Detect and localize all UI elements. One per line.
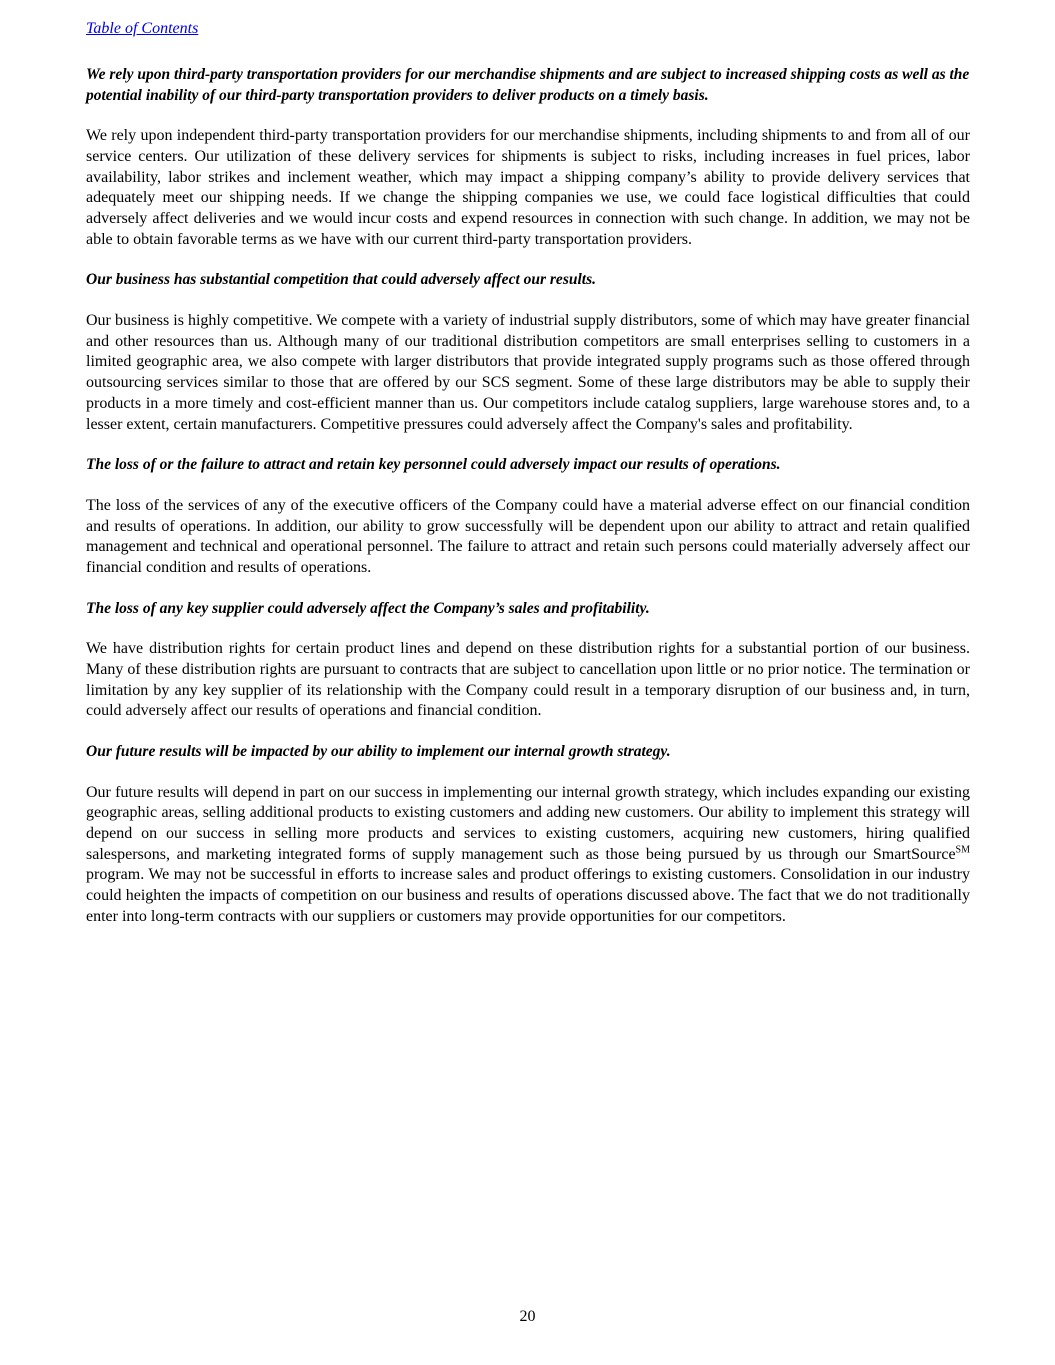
growth-body-part1: Our future results will depend in part on our success in implementing our internal growth strategy, which includes expanding our existing geographic areas, selling additional products to existing customers and adding new customers. Our ability to implement this strategy will depend on our success in selling more products and services to existing customers, acquiring new customers, hiring qualified salespersons, and marketing integrated forms of supply management such as those being pursued by us through our SmartSource (86, 783, 970, 863)
table-of-contents-link[interactable]: Table of Contents (86, 20, 199, 37)
growth-body-part2: program. We may not be successful in efforts to increase sales and product offerings to existing customers. Consolidation in our industry could heighten the impacts of competition on our business and results of operations discussed above. The fact that we do not traditionally enter into long-term contracts with our suppliers or customers may provide opportunities for our competitors. (86, 866, 970, 925)
document-page (86, 19, 970, 928)
section-heading-key-supplier: The loss of any key supplier could adversely affect the Company’s sales and profitability. (86, 599, 650, 617)
section-heading-transportation: We rely upon third-party transportation providers for our merchandise shipments and are subject to increased shipping costs as well as the potential inability of our third-party transportation providers to deliver products on a timely basis. (86, 66, 970, 104)
section-body-transportation: We rely upon independent third-party transportation providers for our merchandise shipments, including shipments to and from all of our service centers. Our utilization of these delivery services for shipments is subject to risks, including increases in fuel prices, labor availability, labor strikes and inclement weather, which may impact a shipping company’s ability to provide delivery services that adequately meet our shipping needs. If we change the shipping companies we use, we could face logistical difficulties that could adversely affect deliveries and we would incur costs and expend resources in connection with such change. In addition, we may not be able to obtain favorable terms as we have with our current third-party transportation providers. (86, 127, 970, 248)
section-body-key-supplier: We have distribution rights for certain product lines and depend on these distribution rights for a substantial portion of our business. Many of these distribution rights are pursuant to contracts that are subject to cancellation upon little or no prior notice. The termination or limitation by any key supplier of its relationship with the Company could result in a temporary disruption of our business and, in turn, could adversely affect our results of operations and financial condition. (86, 640, 970, 720)
section-body-competition: Our business is highly competitive. We compete with a variety of industrial supply distributors, some of which may have greater financial and other resources than us. Although many of our traditional distribution competitors are small enterprises selling to customers in a limited geographic area, we also compete with larger distributors that provide integrated supply programs such as those offered through outsourcing services similar to those that are offered by our SCS segment. Some of these large distributors may be able to supply their products in a more timely and cost-efficient manner than us. Our competitors include catalog suppliers, large warehouse stores and, to a lesser extent, certain manufacturers. Competitive pressures could adversely affect the Company's sales and profitability. (86, 312, 970, 433)
section-heading-growth-strategy: Our future results will be impacted by our ability to implement our internal growth strategy. (86, 743, 671, 761)
service-mark-superscript: SM (955, 844, 970, 856)
section-heading-competition: Our business has substantial competition that could adversely affect our results. (86, 271, 596, 289)
section-body-key-personnel: The loss of the services of any of the executive officers of the Company could have a material adverse effect on our financial condition and results of operations. In addition, our ability to grow successfully will be dependent upon our ability to attract and retain qualified management and technical and operational personnel. The failure to attract and retain such persons could materially adversely affect our financial condition and results of operations. (86, 496, 970, 576)
section-body-growth-strategy (86, 783, 970, 928)
page-number: 20 (519, 1308, 536, 1325)
section-heading-key-personnel: The loss of or the failure to attract and retain key personnel could adversely impact our results of operations. (86, 456, 781, 474)
